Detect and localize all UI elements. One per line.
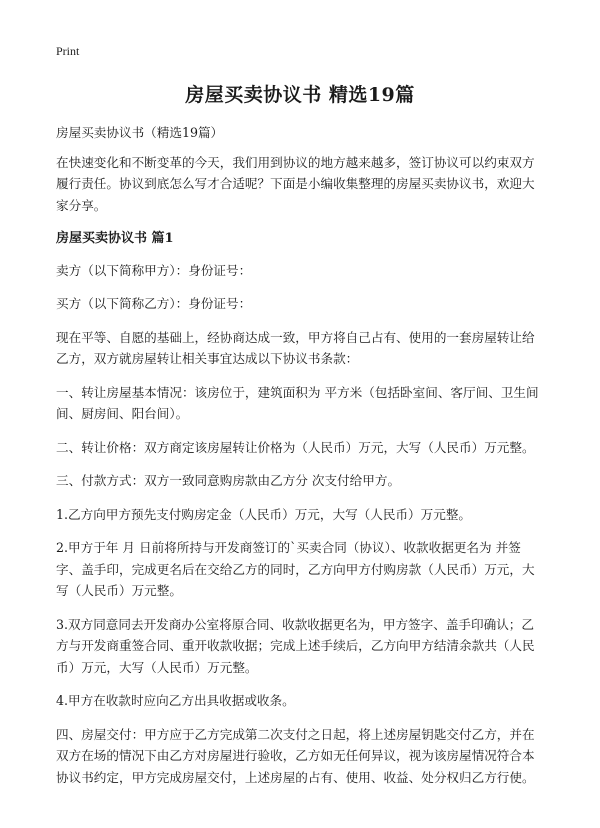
intro-paragraph: 在快速变化和不断变革的今天，我们用到协议的地方越来越多，签订协议可以约束双方履行责任。协议到底怎么写才合适呢？下面是小编收集整理的房屋买卖协议书，欢迎大家分享。	[56, 154, 535, 213]
payment-item-4: 4.甲方在收款时应向乙方出具收据或收条。	[56, 693, 295, 708]
document-subtitle: 房屋买卖协议书（精选19篇）	[56, 125, 224, 140]
payment-item-3: 3.双方同意同去开发商办公室将原合同、收款收据更名为，甲方签字、盖手印确认；乙方与开发商重签合同、重开收款收据；完成上述手续后，乙方向甲方结清余款共（人民币）万元，大写（人民币）万元整。	[56, 616, 535, 675]
payment-item-1: 1.乙方向甲方预先支付购房定金（人民币）万元，大写（人民币）万元整。	[56, 506, 472, 522]
document-body	[56, 122, 544, 800]
clause-2: 二、转让价格：双方商定该房屋转让价格为（人民币）万元，大写（人民币）万元整。	[56, 439, 535, 455]
clause-1: 一、转让房屋基本情况：该房位于，建筑面积为 平方米（包括卧室间、客厅间、卫生间间、厨房间、阳台间）。	[56, 384, 539, 421]
clause-3: 三、付款方式：双方一致同意购房款由乙方分 次支付给甲方。	[56, 473, 401, 488]
payment-item-2: 2.甲方于年 月 日前将所持与开发商签订的`买卖合同（协议）、收款收据更名为 并签字、盖手印，完成更名后在交给乙方的同时，乙方向甲方付购房款（人民币）万元，大写（人民币）万元整。	[56, 540, 535, 598]
document-title: 房屋买卖协议书 精选19篇	[185, 84, 415, 106]
buyer-line: 买方（以下简称乙方）：身份证号：	[56, 296, 252, 311]
preamble-paragraph: 现在平等、自愿的基础上，经协商达成一致，甲方将自己占有、使用的一套房屋转让给乙方，双方就房屋转让相关事宜达成以下协议书条款：	[56, 329, 535, 366]
section-heading: 房屋买卖协议书 篇1	[56, 231, 174, 246]
print-link[interactable]: Print	[56, 44, 80, 58]
seller-line: 卖方（以下简称甲方）：身份证号：	[56, 262, 252, 278]
clause-4: 四、房屋交付：甲方应于乙方完成第二次支付之日起，将上述房屋钥匙交付乙方，并在双方在场的情况下由乙方对房屋进行验收，乙方如无任何异议，视为该房屋情况符合本协议书约定，甲方完成房屋交付，上述房屋的占有、使用、收益、处分权归乙方行使。	[56, 726, 535, 785]
